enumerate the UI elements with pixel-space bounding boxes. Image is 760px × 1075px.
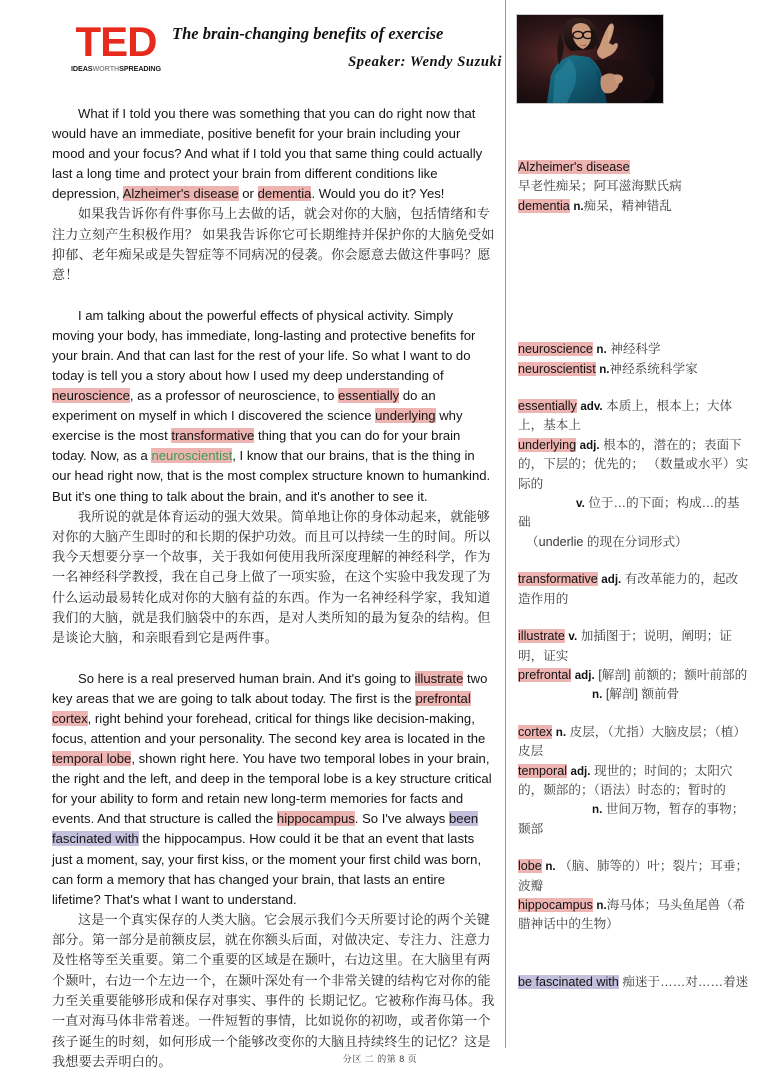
glossary-term: be fascinated with <box>518 974 619 989</box>
glossary-term: illustrate <box>518 629 565 644</box>
highlight-alzheimers-disease: Alzheimer's disease <box>122 186 239 202</box>
glossary-pos: adj. <box>579 438 600 452</box>
glossary-pos: adj. <box>570 764 591 778</box>
glossary-definition: 加插图于；说明，阐明；证明，证实 <box>518 629 732 663</box>
glossary-pos: n. <box>596 343 607 357</box>
glossary-term: Alzheimer's disease <box>518 160 630 174</box>
text-run: , shown right here. You have two temporal lobes in your brain, the right and the left, and deep in the temporal lobe is a key structure critical for your ability to form and retain new long-term memories for facts and events. And that structure is called the <box>52 751 492 827</box>
page-footer <box>0 1052 760 1065</box>
glossary-entry-cortex <box>518 723 750 762</box>
glossary-definition: 神经科学 <box>610 342 661 357</box>
highlight-underlying: underlying <box>375 408 436 424</box>
glossary-term: neuroscience <box>518 342 593 357</box>
highlight-prefrontal-cortex: prefrontal cortex <box>52 690 471 726</box>
spacer <box>518 320 750 340</box>
glossary-pos: adj. <box>601 573 622 587</box>
highlight-transformative: transformative <box>171 428 255 444</box>
page-footer-text: 分区 二 的第 8 页 <box>342 1054 418 1064</box>
highlight-illustrate: illustrate <box>414 670 464 686</box>
text-run: So here is a real preserved human brain. And it's going to <box>78 670 415 686</box>
glossary-definition: 现世的；时间的；太阳穴的，颞部的；（语法）时态的；暂时的 <box>518 763 733 797</box>
glossary-entry-essentially <box>518 397 750 436</box>
glossary-column <box>506 0 760 1048</box>
glossary-definition-2: 世间万物，暂存的事物；颞部 <box>518 802 745 836</box>
glossary-definition: 本质上，根本上；大体上，基本上 <box>518 399 733 433</box>
glossary-pos: n. <box>545 860 556 874</box>
glossary-entry-hippocampus <box>518 896 750 935</box>
paragraph-zh-1: 如果我告诉你有件事你马上去做的话，就会对你的大脑，包括情绪和专注力立刻产生积极作用？ 如果我告诉你它可长期维持并保护你的大脑免受如抑郁、老年痴呆或是失智症等不同病况的侵袭。你会愿意去做这件事吗？愿意！ <box>52 206 495 283</box>
spacer <box>518 935 750 961</box>
highlight-neuroscience: neuroscience <box>52 388 130 404</box>
glossary-definition: 海马体；马头鱼尾兽（希腊神话中的生物） <box>518 897 746 932</box>
highlight-neuroscientist: neuroscientist <box>151 448 233 464</box>
glossary-entry-transformative <box>518 570 750 609</box>
speaker-photo <box>516 14 664 104</box>
glossary-pos: v. <box>568 630 578 644</box>
glossary-definition: [解剖] 前额的；额叶前部的 <box>598 667 748 682</box>
glossary-pos-2: n. <box>592 688 603 702</box>
glossary-definition-3: （underlie 的现在分词形式） <box>526 534 688 549</box>
glossary-pos: adj. <box>574 668 595 682</box>
text-run: thing that you can do for your brain today. Now, as a <box>52 428 461 464</box>
highlight-temporal-lobe: temporal lobe <box>52 751 132 767</box>
text-run: . So I've always <box>354 811 449 827</box>
glossary-definition: 根本的，潜在的；表面下的，下层的；优先的； （数量或水平）实际的 <box>518 437 749 491</box>
glossary-definition: 痴呆，精神错乱 <box>583 198 672 213</box>
text-run: I am talking about the powerful effects of physical activity. Simply moving your body, has immediate, long-lasting and protective benefits for your brain. And that can last for the rest of your life. So what I want to do today is tell you a story about how I used my deep understanding of <box>52 307 476 383</box>
speaker-photo-image <box>517 15 663 103</box>
spacer <box>518 268 750 294</box>
text-run: or <box>238 186 258 202</box>
text-run: do an experiment on myself in which I discovered the science <box>52 388 436 424</box>
glossary-entry-temporal <box>518 762 750 840</box>
ted-logo <box>62 18 170 73</box>
glossary-pos-2: v. <box>576 497 585 511</box>
glossary-entry-alzheimers-disease <box>518 158 750 197</box>
text-run: , as a professor of neuroscience, to <box>129 388 339 404</box>
glossary-pos: adv. <box>580 400 603 414</box>
glossary-pos: n. <box>555 725 567 739</box>
masthead <box>0 18 505 104</box>
glossary-definition: 有改革能力的，起改造作用的 <box>518 572 739 606</box>
glossary-list <box>518 158 750 992</box>
glossary-entry-be-fascinated-with <box>518 973 750 992</box>
glossary-term: essentially <box>518 399 577 414</box>
glossary-pos: n. <box>599 362 610 376</box>
highlight-essentially: essentially <box>338 388 400 404</box>
ted-tagline <box>62 64 170 73</box>
paragraph-zh-3: 这是一个真实保存的人类大脑。它会展示我们今天所要讨论的两个关键部分。第一部分是前额皮层，就在你额头后面，对做决定、专注力、注意力及性格等至关重要。第二个重要的区域是在颞叶，右边这里。在大脑里有两个颞叶，右边一个左边一个，在颞叶深处有一个非常关键的结构它对你的能力至关重要能够形成和保存对事实、事件的 长期记忆。它被称作海马体。我一直对海马体非常着迷。一件短暂的事情，比如说你的初吻，或者你第一个孩子诞生的时刻，如何形成一个能够改变你的大脑且持续终生的记忆？这是我想要去弄明白的。 <box>52 911 495 1069</box>
ted-tagline-ideas: IDEAS <box>71 63 93 73</box>
glossary-entry-illustrate <box>518 627 750 666</box>
text-run: , right behind your forehead, critical for things like decision-making, focus, attention and your personality. The second key area is located in the <box>52 710 486 746</box>
text-run: . Would you do it? Yes! <box>311 186 445 202</box>
article-body <box>52 104 496 1072</box>
spacer <box>518 705 750 723</box>
glossary-entry-lobe <box>518 857 750 896</box>
spacer <box>518 839 750 857</box>
glossary-term: prefrontal <box>518 667 572 682</box>
paragraph-en-2 <box>52 306 496 507</box>
talk-speaker: Speaker: Wendy Suzuki <box>348 54 502 70</box>
glossary-definition: （脑、肺等的）叶；裂片；耳垂；波瓣 <box>518 859 749 893</box>
spacer <box>518 552 750 570</box>
paragraph-en-1 <box>52 104 496 204</box>
glossary-definition: 痴迷于……对……着迷 <box>622 974 749 989</box>
highlight-dementia: dementia <box>257 186 312 202</box>
highlight-be-fascinated-with: been fascinated with <box>52 811 479 847</box>
glossary-definition: 神经系统科学家 <box>609 361 698 376</box>
ted-wordmark-text: TED <box>75 18 157 65</box>
text-run: two key areas that we are going to talk about today. The first is the <box>52 670 488 706</box>
paragraph-en-3 <box>52 669 496 910</box>
text-run: why exercise is the most <box>52 408 463 444</box>
glossary-term: hippocampus <box>518 897 593 912</box>
glossary-term: transformative <box>518 572 598 587</box>
glossary-entry-prefrontal <box>518 666 750 705</box>
ted-tagline-worth: WORTH <box>92 63 120 73</box>
glossary-pos: n. <box>596 898 607 912</box>
highlight-hippocampus: hippocampus <box>276 811 355 827</box>
glossary-entry-underlying <box>518 436 750 552</box>
text-run: What if I told you there was something that you can do right now that would have an immediate, positive benefit for your brain including your mood and your focus? And what if I told you that same thing could actually last a long time and protect your brain from different conditions like depression, <box>52 106 483 202</box>
glossary-term: neuroscientist <box>518 361 596 376</box>
glossary-definition-2: 位于…的下面；构成…的基础 <box>518 496 740 530</box>
talk-title: The brain-changing benefits of exercise <box>172 24 444 43</box>
spacer <box>518 242 750 268</box>
glossary-term: underlying <box>518 437 577 452</box>
glossary-definition-2: [解剖] 额前骨 <box>605 687 680 702</box>
glossary-pos-2: n. <box>592 803 603 817</box>
spacer <box>518 609 750 627</box>
glossary-definition: 皮层，（尤指）大脑皮层；（植）皮层 <box>518 724 746 759</box>
glossary-term: temporal <box>518 763 567 778</box>
glossary-entry-neuroscientist <box>518 360 750 379</box>
spacer <box>518 294 750 320</box>
spacer <box>518 216 750 242</box>
glossary-entry-neuroscience <box>518 340 750 359</box>
glossary-term: dementia <box>518 198 570 213</box>
spacer <box>518 379 750 397</box>
glossary-definition: 早老性痴呆；阿耳滋海默氏病 <box>518 179 682 194</box>
text-run: the hippocampus. How could it be that an event that lasts just a moment, say, your first kiss, or the moment your first child was born, can form a memory that has changed your brain, that lasts an entire lifetime? That's what I want to understand. <box>52 831 482 907</box>
spacer <box>518 961 750 973</box>
glossary-term: lobe <box>518 859 542 874</box>
text-run: , I know that our brains, that is the thing in our head right now, that is the most complex structure known to humankind. But it's one thing to talk about the brain, and it's another to see it. <box>52 448 491 504</box>
glossary-pos: n. <box>573 199 584 213</box>
ted-tagline-spreading: SPREADING <box>119 63 161 73</box>
paragraph-zh-2: 我所说的就是体育运动的强大效果。简单地让你的身体动起来，就能够对你的大脑产生即时的和长期的保护功效。而且可以持续一生的时间。所以我今天想要分享一个故事，关于我如何使用我所深度理解的神经科学，作为一名神经科学教授，我在自己身上做了一项实验，在这个实验中我发现了为什么运动最易转化成对你的大脑有益的东西。作为一名神经科学家，我知道我们的大脑，就是我们脑袋中的东西，是对人类所知的最为复杂的结构。但是谈论大脑，和亲眼看到它是两件事。 <box>52 508 491 646</box>
glossary-term: cortex <box>518 724 553 739</box>
glossary-entry-dementia <box>518 197 750 216</box>
